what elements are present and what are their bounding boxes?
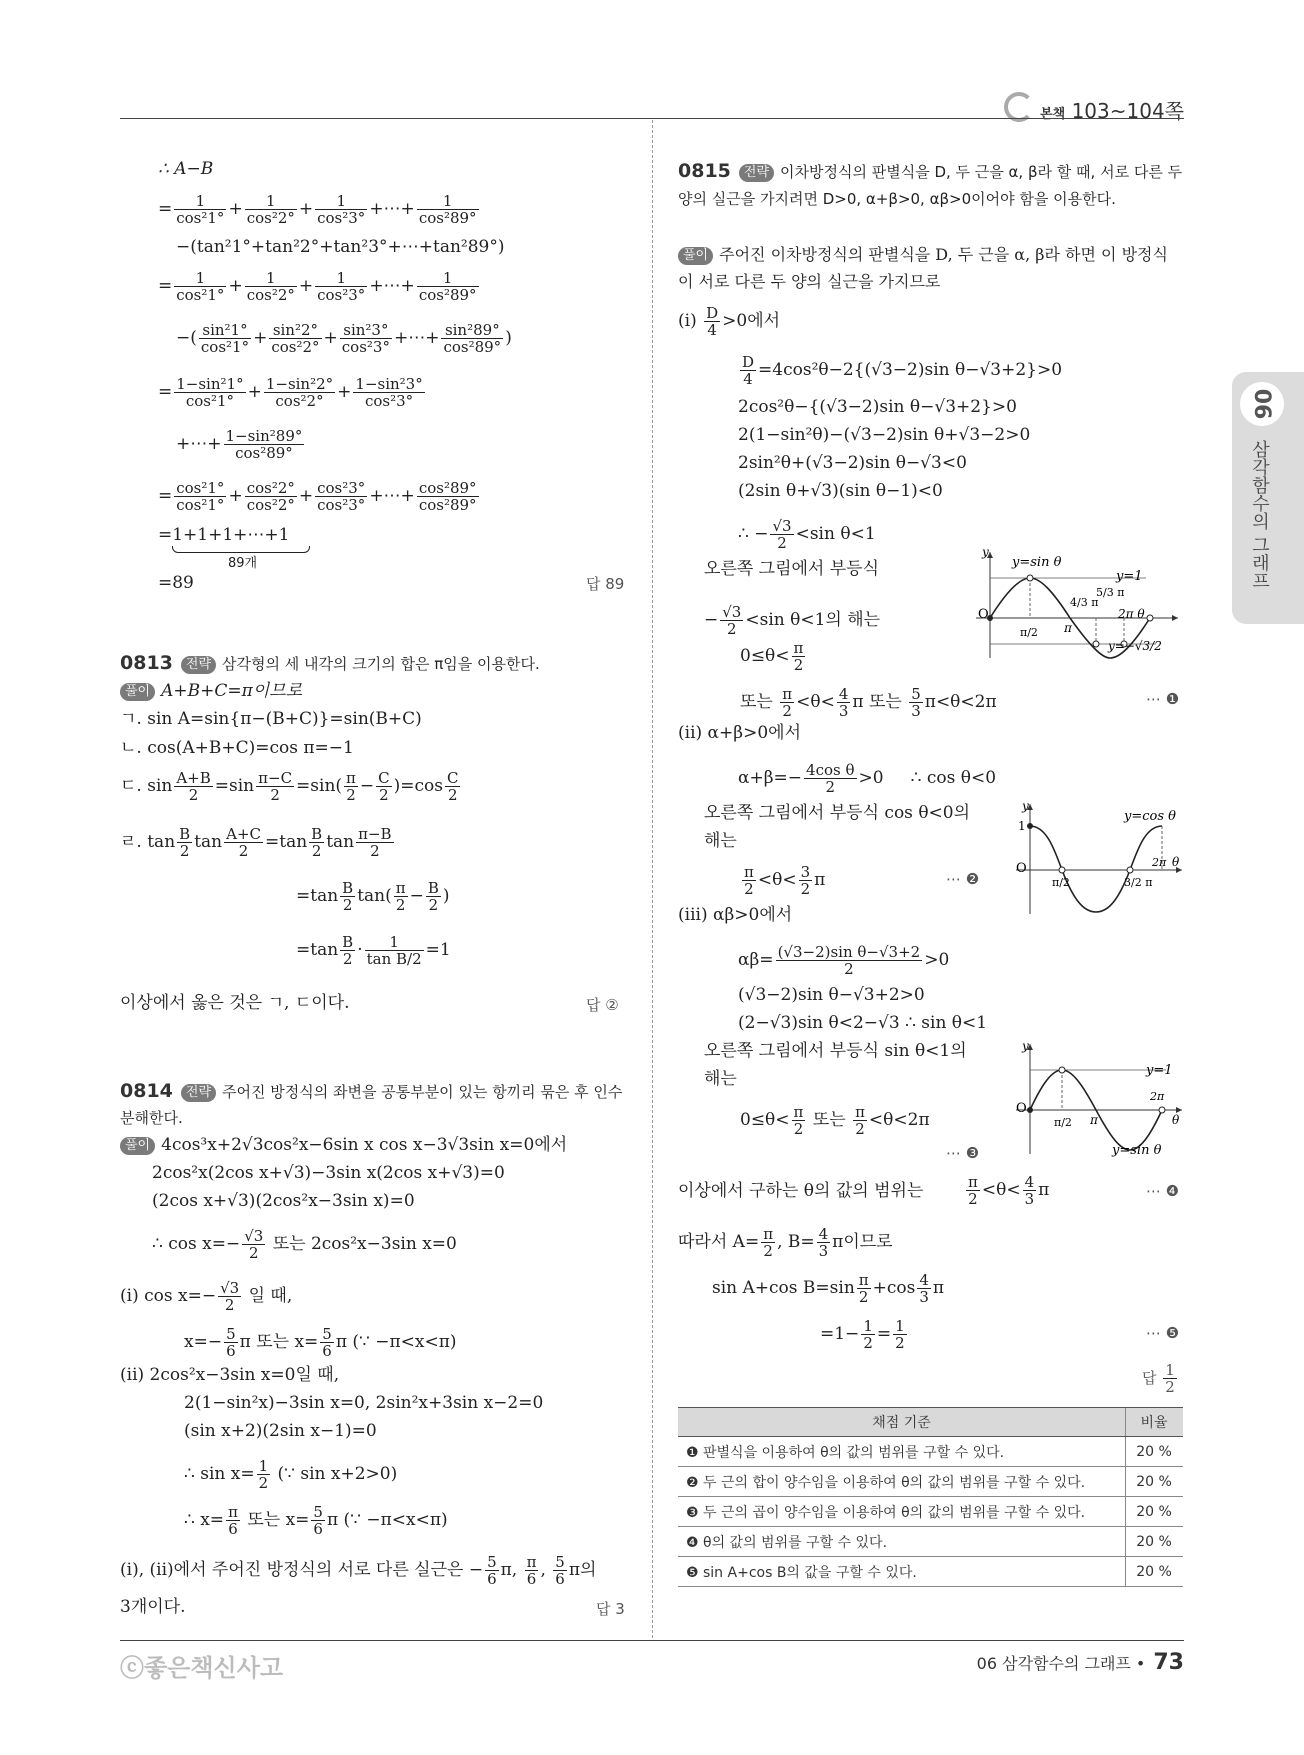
problem-heading <box>678 158 1183 213</box>
solution-line: $\frac{D}{4}$ =4cos²θ−2{(√3−2)sin θ−√3+2}>0 <box>742 353 1063 388</box>
header-label: 본책 <box>1040 107 1066 122</box>
solution-line: 2sin²θ+(√3−2)sin θ−√3<0 <box>738 453 967 473</box>
header-rule <box>120 118 1184 119</box>
solution-line: 풀이 4cos³x+2√3cos²x−6sin x cos x−3√3sin x=0에서 <box>120 1134 567 1156</box>
solution-line: 0≤θ< $\frac{\pi}{2}$ <box>740 639 804 674</box>
solution-line: (iii) αβ>0에서 <box>678 905 793 925</box>
table-row: ❷ 두 근의 합이 양수임을 이용하여 θ의 값의 범위를 구할 수 있다. 20 % <box>678 1467 1183 1497</box>
svg-text:θ: θ <box>1172 1113 1180 1127</box>
marker-5: ⋯ ❺ <box>1146 1324 1180 1342</box>
svg-text:y=1: y=1 <box>1116 569 1143 584</box>
solution-line: (sin x+2)(2sin x−1)=0 <box>184 1421 377 1441</box>
solution-line: ㄹ. tan $\frac{B}{2}$ tan $\frac{A+C}{2}$ =tan $\frac{B}{2}$ tan $\frac{\pi-B}{2}$ <box>120 825 392 860</box>
column-divider <box>652 120 653 1638</box>
solution-line: (ii) 2cos²x−3sin x=0일 때, <box>120 1365 340 1385</box>
answer-0815: 답 $\frac{1}{2}$ <box>1142 1361 1175 1396</box>
solution-line: =tan $\frac{B}{2}$ tan( $\frac{\pi}{2}$ − $\frac{B}{2}$ ) <box>296 879 450 914</box>
solution-line: (2−√3)sin θ<2−√3 ∴ sin θ<1 <box>738 1013 988 1033</box>
solution-line: =tan $\frac{B}{2}$ · $\frac{1}{\text{tan B/2}}$ =1 <box>296 933 451 968</box>
svg-text:4/3 π: 4/3 π <box>1070 596 1099 609</box>
solution-line: = $\frac{1}{\text{cos²1°}}$ + $\frac{1}{\text{cos²2°}}$ + $\frac{1}{\text{cos²3°}}$ +⋯+ $\frac{1}{\text{cos²89°}}$ <box>158 269 477 304</box>
column-header: 비율 <box>1126 1408 1184 1437</box>
svg-text:π/2: π/2 <box>1054 1116 1072 1129</box>
solution-line: −(tan²1°+tan²2°+tan²3°+⋯+tan²89°) <box>176 237 505 257</box>
marker-2: ⋯ ❷ <box>946 870 980 888</box>
solution-line: 0≤θ< $\frac{\pi}{2}$ 또는 $\frac{\pi}{2}$ <θ<2π <box>740 1103 930 1138</box>
solution-line: $\frac{\pi}{2}$ <θ< $\frac{3}{2}$ π <box>744 863 826 898</box>
svg-text:O: O <box>1016 861 1027 876</box>
solution-line: (i), (ii)에서 주어진 방정식의 서로 다른 실근은 − $\frac{5}{6}$ π, $\frac{\pi}{6}$ , $\frac{5}{6}$ π의 <box>120 1553 597 1588</box>
svg-text:2π θ: 2π θ <box>1118 607 1145 621</box>
solution-line: = $\frac{\text{1−sin²1°}}{\text{cos²1°}}$ + $\frac{\text{1−sin²2°}}{\text{cos²2°}}$ + $\frac{\text{1−sin²3°}}{\text{cos²3°}}$ <box>158 375 423 410</box>
cosine-graph <box>1006 800 1186 918</box>
svg-text:2π: 2π <box>1152 856 1167 869</box>
solution-line: ㄱ. sin A=sin{π−(B+C)}=sin(B+C) <box>120 709 422 729</box>
solution-tag: 풀이 <box>678 247 713 265</box>
solution-intro: 풀이 주어진 이차방정식의 판별식을 D, 두 근을 α, β라 하면 이 방정식이 서로 다른 두 양의 실근을 가지므로 <box>678 245 1168 291</box>
svg-text:y: y <box>1022 800 1029 813</box>
table-row: ❸ 두 근의 곱이 양수임을 이용하여 θ의 값의 범위를 구할 수 있다. 20 % <box>678 1497 1183 1527</box>
table-row: ❺ sin A+cos B의 값을 구할 수 있다. 20 % <box>678 1557 1183 1587</box>
solution-line: =89 <box>158 573 194 593</box>
solution-line: 2cos²x(2cos x+√3)−3sin x(2cos x+√3)=0 <box>152 1163 505 1183</box>
svg-text:y=−√3/2: y=−√3/2 <box>1108 639 1162 653</box>
solution-line: ∴ x= $\frac{\pi}{6}$ 또는 x= $\frac{5}{6}$ π (∵ −π<x<π) <box>184 1503 448 1538</box>
solution-tag: 풀이 <box>120 683 155 701</box>
solution-line: −( $\frac{\text{sin²1°}}{\text{cos²1°}}$ + $\frac{\text{sin²2°}}{\text{cos²2°}}$ + $\frac{\text{sin²3°}}{\text{cos²3°}}$ +⋯+ $\frac{\text{sin²89°}}{\text{cos²89°}}$ ) <box>176 321 512 356</box>
solution-line: 해는 <box>704 1069 737 1089</box>
strategy-text: 삼각형의 세 내각의 크기의 합은 π임을 이용한다. <box>222 655 540 673</box>
solution-line: 또는 $\frac{\pi}{2}$ <θ< $\frac{4}{3}$ π 또는 $\frac{5}{3}$ π<θ<2π <box>740 685 997 720</box>
solution-line: =1+1+1+⋯+1 <box>158 525 290 545</box>
solution-line: sin A+cos B=sin $\frac{\pi}{2}$ +cos $\frac{4}{3}$ π <box>712 1271 945 1306</box>
solution-line: ㄴ. cos(A+B+C)=cos π=−1 <box>120 738 354 758</box>
solution-line: 이상에서 구하는 θ의 값의 범위는 <box>678 1181 924 1201</box>
svg-text:O: O <box>1016 1101 1027 1116</box>
solution-line: $\frac{\pi}{2}$ <θ< $\frac{4}{3}$ π <box>968 1173 1050 1208</box>
svg-text:1: 1 <box>1018 819 1026 833</box>
svg-text:y: y <box>1022 1040 1029 1053</box>
solution-line: ∴ cos x=− $\frac{√3}{2}$ 또는 2cos²x−3sin x=0 <box>152 1227 457 1262</box>
solution-line: = $\frac{1}{\text{cos²1°}}$ + $\frac{1}{\text{cos²2°}}$ + $\frac{1}{\text{cos²3°}}$ +⋯+ $\frac{1}{\text{cos²89°}}$ <box>158 192 477 227</box>
page-footer <box>977 1650 1184 1675</box>
sine-graph-2 <box>1006 1040 1186 1158</box>
svg-text:π: π <box>1064 621 1072 635</box>
page-header <box>1004 92 1184 124</box>
solution-line: ∴ − $\frac{√3}{2}$ <sin θ<1 <box>738 517 876 552</box>
strategy-text: 주어진 방정식의 좌변을 공통부분이 있는 항끼리 묶은 후 인수분해한다. <box>120 1083 623 1127</box>
svg-text:O: O <box>978 607 989 622</box>
svg-text:π/2: π/2 <box>1020 626 1038 639</box>
curve-label: y=cos θ <box>1124 809 1176 824</box>
strategy-text: 이차방정식의 판별식을 D, 두 근을 α, β라 할 때, 서로 다른 두 양의 실근을 가지려면 D>0, α+β>0, αβ>0이어야 함을 이용한다. <box>678 163 1183 208</box>
count-label: 89개 <box>228 556 258 571</box>
answer-0813: 답 ② <box>586 996 619 1014</box>
marker-4: ⋯ ❹ <box>1146 1182 1180 1200</box>
svg-text:2π: 2π <box>1150 1090 1165 1103</box>
solution-line: = $\frac{\text{cos²1°}}{\text{cos²1°}}$ + $\frac{\text{cos²2°}}{\text{cos²2°}}$ + $\frac{\text{cos²3°}}{\text{cos²3°}}$ +⋯+ $\frac{\text{cos²89°}}{\text{cos²89°}}$ <box>158 479 477 514</box>
solution-line: 이상에서 옳은 것은 ㄱ, ㄷ이다. <box>120 993 350 1013</box>
solution-line: ∴ A−B <box>158 159 214 179</box>
solution-line: (i) cos x=− $\frac{√3}{2}$ 일 때, <box>120 1279 293 1314</box>
solution-line: (2sin θ+√3)(sin θ−1)<0 <box>738 481 943 501</box>
sine-graph-1 <box>966 546 1186 664</box>
solution-line: ∴ sin x= $\frac{1}{2}$ (∵ sin x+2>0) <box>184 1457 398 1492</box>
problem-heading <box>120 652 540 675</box>
chapter-title: 삼각함수의 그래프 <box>1249 440 1270 590</box>
solution-tag: 풀이 <box>120 1137 155 1155</box>
problem-number: 0815 <box>678 160 731 182</box>
svg-text:π/2: π/2 <box>1052 876 1070 889</box>
marker-3: ⋯ ❸ <box>946 1144 980 1162</box>
solution-line: 2(1−sin²x)−3sin x=0, 2sin²x+3sin x−2=0 <box>184 1393 544 1413</box>
column-header: 채점 기준 <box>678 1408 1126 1437</box>
svg-text:y: y <box>982 546 989 559</box>
scoring-table <box>678 1407 1183 1587</box>
curve-label: y=sin θ <box>1012 555 1062 570</box>
strategy-tag: 전략 <box>181 656 216 674</box>
solution-line: 2(1−sin²θ)−(√3−2)sin θ+√3−2>0 <box>738 425 1031 445</box>
solution-line: (ii) α+β>0에서 <box>678 723 801 743</box>
strategy-tag: 전략 <box>181 1084 216 1102</box>
answer-0812: 답 89 <box>586 575 625 593</box>
solution-line: 따라서 A= $\frac{\pi}{2}$ , B= $\frac{4}{3}$ π이므로 <box>678 1225 893 1260</box>
curve-label: y=sin θ <box>1112 1143 1162 1158</box>
solution-line: 오른쪽 그림에서 부등식 <box>704 559 880 579</box>
publisher-logo: ⓒ좋은책신사고 <box>120 1654 284 1682</box>
strategy-tag: 전략 <box>739 164 774 182</box>
marker-1: ⋯ ❶ <box>1146 690 1180 708</box>
problem-number: 0813 <box>120 652 173 674</box>
solution-line: x=− $\frac{5}{6}$ π 또는 x= $\frac{5}{6}$ π (∵ −π<x<π) <box>184 1325 457 1360</box>
solution-line: 2cos²θ−{(√3−2)sin θ−√3+2}>0 <box>738 397 1017 417</box>
table-header-row <box>678 1408 1183 1437</box>
solution-line: α+β=− $\frac{\text{4cos θ}}{2}$ >0 ∴ cos θ<0 <box>738 761 997 796</box>
table-row: ❶ 판별식을 이용하여 θ의 값의 범위를 구할 수 있다. 20 % <box>678 1437 1183 1467</box>
svg-text:y=1: y=1 <box>1146 1063 1173 1078</box>
table-row: ❹ θ의 값의 범위를 구할 수 있다. 20 % <box>678 1527 1183 1557</box>
solution-line: 풀이 A+B+C=π이므로 <box>120 680 302 702</box>
solution-line: +⋯+ $\frac{\text{1−sin²89°}}{\text{cos²89°}}$ <box>176 427 303 462</box>
solution-line: − $\frac{√3}{2}$ <sin θ<1의 해는 <box>704 603 881 638</box>
solution-line: 오른쪽 그림에서 부등식 cos θ<0의 <box>704 803 971 823</box>
footer-rule <box>120 1640 1184 1641</box>
header-pages: 103~104쪽 <box>1071 99 1184 123</box>
solution-line: 3개이다. <box>120 1597 186 1617</box>
solution-line: (2cos x+√3)(2cos²x−3sin x)=0 <box>152 1191 415 1211</box>
solution-line: (√3−2)sin θ−√3+2>0 <box>738 985 925 1005</box>
solution-line: αβ= $\frac{\text{(√3−2)sin θ−√3+2}}{2}$ >0 <box>738 943 950 978</box>
solution-line: 해는 <box>704 831 737 851</box>
solution-line: =1− $\frac{1}{2}$ = $\frac{1}{2}$ <box>820 1317 905 1352</box>
footer-chapter: 06 삼각함수의 그래프 • <box>976 1654 1146 1673</box>
problem-heading <box>120 1078 632 1131</box>
svg-text:5/3 π: 5/3 π <box>1096 586 1125 599</box>
solution-line: (i) $\frac{D}{4}$ >0에서 <box>678 304 781 339</box>
svg-text:π: π <box>1090 1113 1098 1127</box>
page-number: 73 <box>1153 1650 1184 1675</box>
chapter-number: 06 <box>1240 382 1284 426</box>
svg-text:3/2 π: 3/2 π <box>1124 876 1153 889</box>
solution-line: 오른쪽 그림에서 부등식 sin θ<1의 <box>704 1041 967 1061</box>
svg-text:θ: θ <box>1172 855 1180 869</box>
problem-number: 0814 <box>120 1080 173 1102</box>
solution-line: ㄷ. sin $\frac{A+B}{2}$ =sin $\frac{\pi-C}{2}$ =sin( $\frac{\pi}{2}$ − $\frac{C}{2}$ )=cos $\frac{C}{2}$ <box>120 769 459 804</box>
answer-0814: 답 3 <box>596 1600 625 1618</box>
